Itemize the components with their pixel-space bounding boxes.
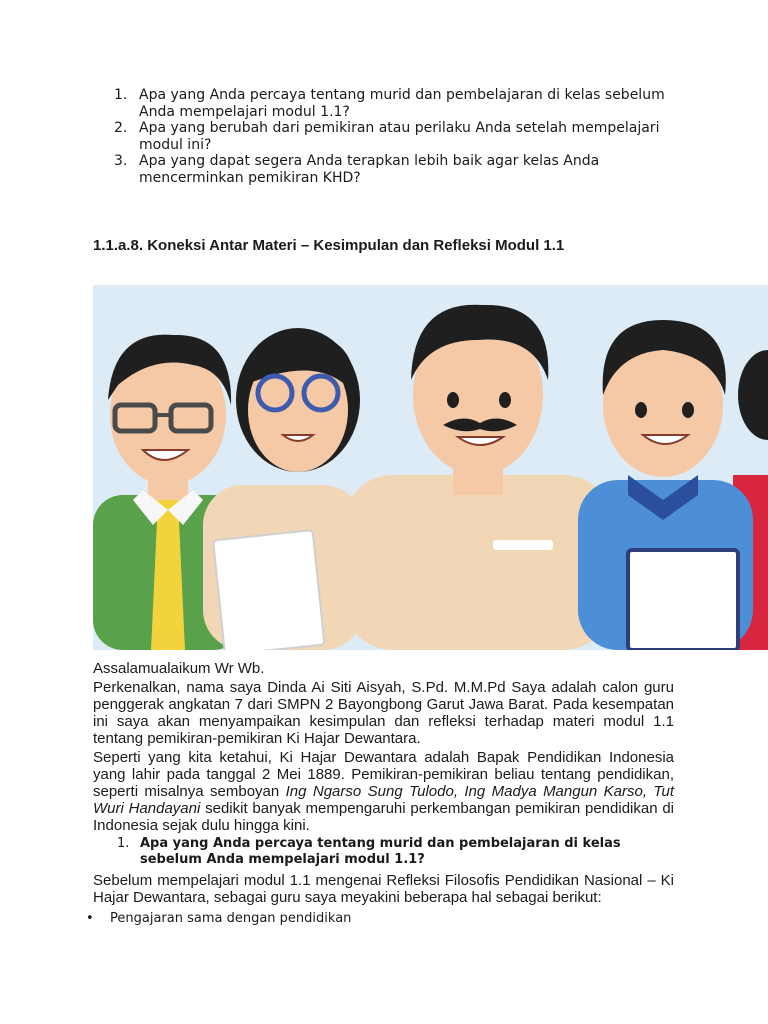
question-number: 2. [114,120,128,136]
question-item-3 [114,153,684,186]
reflection-questions-list [114,87,684,186]
teachers-group-illustration [93,285,768,650]
motto-text: Ing Ngarso Sung Tulodo, Ing Madya Mangun Karso, Tut Wuri Handayani [93,783,674,817]
khd-paragraph-end: sedikit banyak mempengaruhi perkembangan pemikiran pendidikan di Indonesia sejak dulu hingga kini. [93,800,674,834]
question-text: Apa yang dapat segera Anda terapkan lebih baik agar kelas Anda mencerminkan pemikiran KHD? [139,153,600,186]
question-number: 3. [114,153,128,169]
question-heading-text: Apa yang Anda percaya tentang murid dan pembelajaran di kelas sebelum Anda mempelajari modul 1.1? [140,836,621,867]
khd-paragraph-start: Seperti yang kita ketahui, Ki Hajar Dewantara adalah Bapak Pendidikan Indonesia yang lahir pada tanggal 2 Mei 1889. Pemikiran-pemikiran beliau tentang pendidikan, seperti misalnya semboyan [93,749,674,800]
intro-paragraph: Perkenalkan, nama saya Dinda Ai Siti Aisyah, S.Pd. M.M.Pd Saya adalah calon guru penggerak angkatan 7 dari SMPN 2 Bayongbong Garut Jawa Barat. Pada kesempatan ini saya akan menyampaikan kesimpulan dan refleksi terhadap materi modul 1.1 tentang pemikiran-pemikiran Ki Hajar Dewantara. [93,679,674,747]
section-heading: 1.1.a.8. Koneksi Antar Materi – Kesimpulan dan Refleksi Modul 1.1 [93,237,565,254]
question-text: Apa yang Anda percaya tentang murid dan pembelajaran di kelas sebelum Anda mempelajari modul 1.1? [139,87,665,120]
bullet-icon: • [86,911,94,926]
question-number: 1. [114,87,128,103]
belief-intro-paragraph: Sebelum mempelajari modul 1.1 mengenai Refleksi Filosofis Pendidikan Nasional – Ki Hajar Dewantara, sebagai guru saya meyakini beberapa hal sebagai berikut: [93,872,674,906]
question-item-2 [114,120,684,153]
bullet-item-text: Pengajaran sama dengan pendidikan [110,911,352,926]
letter-body [86,660,674,927]
teachers-illustration-svg [93,285,768,650]
question-item-1 [114,87,684,120]
khd-paragraph [93,749,674,834]
question-heading-number: 1. [117,836,130,851]
question-text: Apa yang berubah dari pemikiran atau perilaku Anda setelah mempelajari modul ini? [139,120,660,153]
question-heading-1 [117,836,674,868]
bullet-item [86,910,674,927]
greeting-text: Assalamualaikum Wr Wb. [93,660,265,677]
